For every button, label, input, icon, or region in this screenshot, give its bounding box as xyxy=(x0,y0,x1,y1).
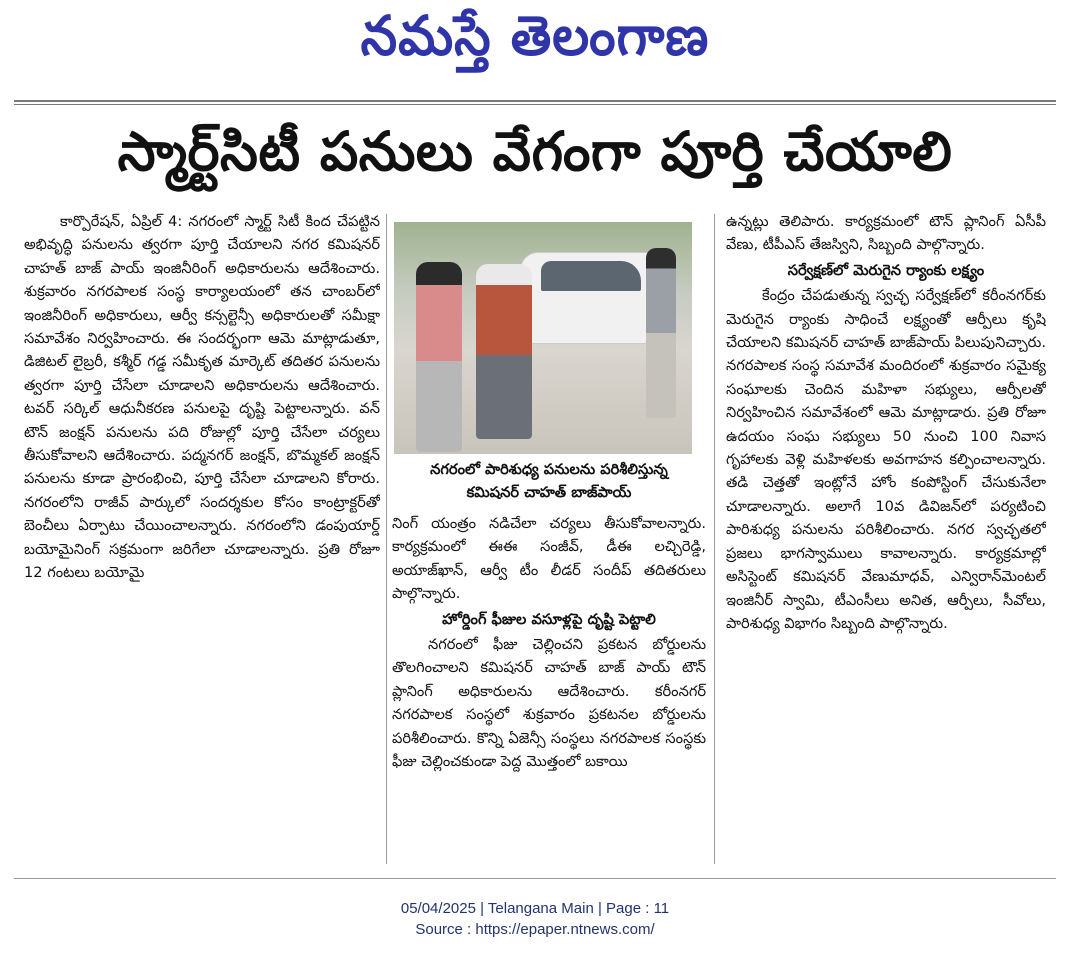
article-column-3 xyxy=(726,210,1046,864)
column-1-paragraph: కార్పొరేషన్, ఏప్రిల్ 4: నగరంలో స్మార్ట్ సిటీ కింద చేపట్టిన అభివృద్ధి పనులను త్వరగా పూర్తి చేయాలని నగర కమిషనర్ చాహత్ బాజ్ పాయ్ ఇంజినీరింగ్ అధికారులను ఆదేశించారు. శుక్రవారం నగరపాలక సంస్థ కార్యాలయంలో తన చాంబర్‌లో ఇంజినీరింగ్ అధికారులు, ఆర్వీ కన్సల్టెన్సీ అధికారులతో సమీక్షా సమావేశం నిర్వహించారు. ఈ సందర్భంగా ఆమె మాట్లాడుతూ, డిజిటల్ లైబ్రరీ, కశ్మీర్ గడ్డ సమీకృత మార్కెట్ తదితర పనులను త్వరగా పూర్తి చేసేలా చూడాలని అధికారులను ఆదేశించారు. టవర్ సర్కిల్ ఆధునీకరణ పనులపై దృష్టి పెట్టాలన్నారు. వన్ టౌన్ జంక్షన్ పనులను పది రోజుల్లో పూర్తి చేసేలా చర్యలు తీసుకోవాలని ఆదేశించారు. పద్మనగర్ జంక్షన్, బొమ్మకల్ జంక్షన్ పనులను కూడా ప్రారంభించి, పూర్తి చేసేలా చూడాలని కోరారు. నగరంలోని రాజీవ్ పార్కులో సందర్శకుల కోసం కాంట్రాక్టర్‌తో బెంచీలు ఏర్పాటు చేయించాలన్నారు. నగరంలోని డంపుయార్డ్ బయోమైనింగ్ సక్రమంగా జరిగేలా చూడాలన్నారు. ప్రతి రోజూ 12 గంటలు బయోమై xyxy=(24,213,380,582)
masthead-divider-thin xyxy=(14,104,1056,105)
column-3-paragraph-2: కేంద్రం చేపడుతున్న స్వచ్ఛ సర్వేక్షణ్‌లో కరీంనగర్‌కు మెరుగైన ర్యాంకు సాధించే లక్ష్యంతో ఆర్పీలు కృషి చేయాలని కమిషనర్ చాహత్ బాజ్‌పాయ్ పిలుపునిచ్చారు. నగరపాలక సంస్థ సమావేశ మందిరంలో శుక్రవారం సమైక్య సంఘాలకు చెందిన మహిళా సభ్యులు, ఆర్పీలతో నిర్వహించిన సమావేశంలో ఆమె మాట్లాడారు. ప్రతి రోజూ ఉదయం సంఘ సభ్యులు 50 నుంచి 100 నివాస గృహాలకు వెళ్లి మహిళలకు అవగాహన కల్పించాలన్నారు. తడి చెత్తతో ఇంట్లోనే హోం కంపోస్టింగ్ చేసుకునేలా చూడాలన్నారు. అలాగే 10వ డివిజన్‌లో పర్యటించి పారిశుధ్య పనులను పరిశీలించారు. నగర స్వచ్ఛతలో ప్రజలు భాగస్వాములు కావాలన్నారు. కార్యక్రమాల్లో అసిస్టెంట్ కమిషనర్ వేణుమాధవ్, ఎన్విరాన్‌మెంటల్ ఇంజినీర్ స్వామి, టీఎంసీలు అనిత, ఆర్పీలు, సీవోలు, పారిశుధ్య విభాగం సిబ్బంది పాల్గొన్నారు. xyxy=(726,287,1046,632)
photo-caption xyxy=(392,458,706,504)
article-column-2 xyxy=(392,512,706,864)
column-3-subheading: సర్వేక్షణ్‌లో మెరుగైన ర్యాంకు లక్ష్యం xyxy=(787,261,985,279)
person-figure xyxy=(646,248,676,418)
column-2-paragraph-2: నగరంలో ఫీజు చెల్లించని ప్రకటన బోర్డులను తొలగించాలని కమిషనర్ చాహత్ బాజ్ పాయ్ టౌన్ ప్లానింగ్ అధికారులను ఆదేశించారు. కరీంనగర్ నగరపాలక సంస్థలో శుక్రవారం ప్రకటనల బోర్డులను పరిశీలించారు. కొన్ని ఏజెన్సీ సంస్థలు నగరపాలక సంస్థకు ఫీజు చెల్లించకుండా పెద్ద మొత్తంలో బకాయి xyxy=(392,636,706,771)
news-photo xyxy=(394,222,692,454)
article-column-1 xyxy=(24,210,380,864)
column-divider-1 xyxy=(386,214,387,864)
masthead xyxy=(0,6,1070,80)
footer-source: Source : https://epaper.ntnews.com/ xyxy=(415,921,655,938)
bottom-divider xyxy=(14,878,1056,879)
person-figure xyxy=(476,264,532,439)
footer-date-page: 05/04/2025 | Telangana Main | Page : 11 xyxy=(400,900,670,917)
column-2-subheading: హోర్డింగ్ ఫీజుల వసూళ్లపై దృష్టి పెట్టాలి xyxy=(442,610,656,628)
column-divider-2 xyxy=(714,214,715,864)
photo-caption-line2: కమిషనర్ చాహత్ బాజ్‌పాయ్ xyxy=(466,484,632,501)
masthead-divider xyxy=(14,100,1056,102)
column-3-paragraph: ఉన్నట్లు తెలిపారు. కార్యక్రమంలో టౌన్ ప్లానింగ్ ఏసీపీ వేణు, టీపీఎస్ తేజస్విని, సిబ్బంది పాల్గొన్నారు. xyxy=(726,213,1046,254)
photo-caption-line1: నగరంలో పారిశుధ్య పనులను పరిశీలిస్తున్న xyxy=(430,461,668,478)
column-2-paragraph: నింగ్ యంత్రం నడిచేలా చర్యలు తీసుకోవాలన్నారు. కార్యక్రమంలో ఈఈ సంజీవ్, డీఈ లచ్చిరెడ్డి, అయాజ్‌ఖాన్, ఆర్వీ టీం లీడర్ సందీప్ తదితరులు పాల్గొన్నారు. xyxy=(392,515,706,603)
article-headline: స్మార్ట్‌సిటీ పనులు వేగంగా పూర్తి చేయాలి xyxy=(117,120,953,183)
newspaper-logo-title: నమస్తే తెలంగాణ xyxy=(360,4,710,69)
person-figure xyxy=(416,262,462,452)
